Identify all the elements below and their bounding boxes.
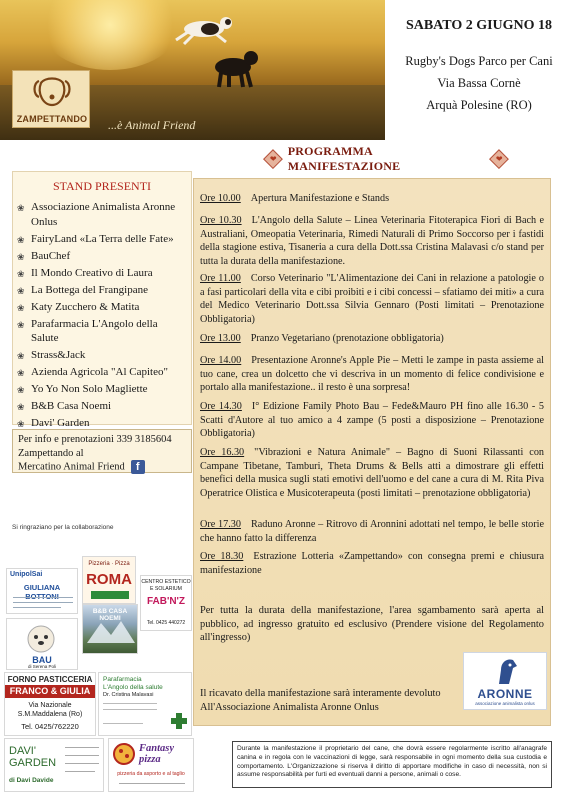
program-entry xyxy=(200,354,544,395)
horse-head-icon xyxy=(491,656,521,686)
sponsor-line: Parafarmacia xyxy=(103,676,142,683)
stand-name: Strass&Jack xyxy=(31,349,86,361)
sponsor-line: FORNO PASTICCERIA xyxy=(7,675,93,684)
entry-time: Ore 10.30 xyxy=(200,215,242,226)
entry-text: I° Edizione Family Photo Bau – Fede&Mauro PH fino alle 16.30 - 5 Scatti d'Autore al tuo amico a 4 zampe (5 posti a disposizione – Prenotazione Obbligatoria) xyxy=(200,401,544,439)
sponsor-address: Via Nazionale xyxy=(28,702,72,709)
stand-name: Parafarmacia L'Angolo della Salute xyxy=(31,317,158,344)
stand-name: Azienda Agricola "Al Capiteo" xyxy=(31,366,168,378)
info-line xyxy=(18,460,186,474)
stand-name: Associazione Animalista Aronne Onlus xyxy=(31,201,176,228)
entry-time: Ore 17.30 xyxy=(200,519,241,530)
sponsor-name: B&B CASA NOEMI xyxy=(92,608,128,622)
program-entry xyxy=(200,192,544,206)
stand-name: Davi' Garden xyxy=(31,417,90,429)
sponsor-subtitle: di Serena Poli xyxy=(27,664,57,669)
paw-diamond-icon: ❤ xyxy=(489,149,509,169)
stand-name: Yo Yo Non Solo Magliette xyxy=(31,383,148,395)
thanks-note: Si ringraziano per la collaborazione xyxy=(12,524,114,531)
sponsor-address: S.M.Maddalena (Ro) xyxy=(17,711,83,718)
paw-bullet-icon: ❀ xyxy=(17,302,25,313)
program-entry xyxy=(200,518,544,545)
program-panel xyxy=(193,178,551,726)
stand-item xyxy=(17,200,187,229)
sponsor-line: CENTRO ESTETICO xyxy=(141,579,191,585)
aronne-name: ARONNE xyxy=(477,687,533,701)
entry-text: Raduno Aronne – Ritrovo di Aronnini adottati nel tempo, le belle storie che hanno fatto la differenza xyxy=(200,519,544,544)
sponsor-davi-garden xyxy=(4,738,104,792)
jumping-dog-icon xyxy=(170,12,240,46)
program-heading xyxy=(266,144,506,173)
sponsor-owner: di Davi Davide xyxy=(9,777,54,784)
stand-item xyxy=(17,283,187,298)
paw-bullet-icon: ❀ xyxy=(17,319,25,330)
sponsor-name: L'Angolo della salute xyxy=(103,684,163,691)
event-date: SABATO 2 GIUGNO 18 xyxy=(405,18,553,33)
entry-text: Apertura Manifestazione e Stands xyxy=(250,193,390,204)
paw-bullet-icon: ❀ xyxy=(17,268,25,279)
dog-icon xyxy=(21,624,61,654)
sponsor-bau xyxy=(6,618,78,670)
entry-time: Ore 14.30 xyxy=(200,401,242,412)
stands-panel xyxy=(12,171,192,429)
sponsor-phone: Tel. 0425 440272 xyxy=(146,620,186,626)
pizza-icon xyxy=(113,743,135,765)
stand-item xyxy=(17,399,187,414)
info-page-name: Mercatino Animal Friend xyxy=(18,461,125,473)
stand-item xyxy=(17,232,187,247)
event-venue xyxy=(392,50,566,116)
paw-bullet-icon: ❀ xyxy=(17,234,25,245)
program-entry xyxy=(200,550,544,577)
program-entry xyxy=(200,272,544,326)
venue-line: Arquà Polesine (RO) xyxy=(426,98,532,112)
sponsor-brand: UnipolSai xyxy=(10,571,43,578)
entry-time: Ore 16.30 xyxy=(200,447,245,458)
entry-text: Corso Veterinario "L'Alimentazione dei Cani in relazione a patologie o a fasi particolari della vita e cibi proibiti e i cibi concessi – sfatiamo dei miti» a cura del Medico Veterinario Dott.ssa Silvia Gennaro (Posti limitati – Prenotazione Obbligatoria) xyxy=(200,273,544,325)
info-line: Zampettando al xyxy=(18,447,84,459)
paw-bullet-icon: ❀ xyxy=(17,251,25,262)
entry-time: Ore 11.00 xyxy=(200,273,241,284)
mountain-icon xyxy=(87,619,135,643)
info-phone: Per info e prenotazioni 339 3185604 xyxy=(18,434,172,445)
stand-name: B&B Casa Noemi xyxy=(31,400,112,412)
sponsor-parafarmacia xyxy=(98,672,192,736)
program-entry xyxy=(200,332,544,346)
tagline: ...è Animal Friend xyxy=(108,118,196,132)
paw-bullet-icon: ❀ xyxy=(17,419,25,429)
sponsor-name: BAU xyxy=(32,655,52,665)
proceeds-note: Il ricavato della manifestazione sarà interamente devoluto All'Associazione Animalista Aronne Onlus xyxy=(200,688,441,713)
program-title: PROGRAMMA MANIFESTAZIONE xyxy=(287,144,401,173)
sunlight xyxy=(40,0,180,70)
sponsor-name: FRANCO & GIULIA xyxy=(5,685,95,698)
entry-text: "Vibrazioni e Natura Animale" – Bagno di Suoni Rilassanti con Campane Tibetane, Tamburi, Theta Drums & Bells atti a dimostrare gli effetti benefici della musica sugli stati emotivi dell'uomo e del cane a cura di M. Rita Piva Operatrice Olistica e Musicoterapeuta (posti limitati – prenotazione obbligatoria) xyxy=(200,447,545,499)
aronne-logo xyxy=(463,652,547,710)
sponsor-name: ROMA xyxy=(86,571,132,588)
stand-name: La Bottega del Frangipane xyxy=(31,283,148,296)
area-note: Per tutta la durata della manifestazione, l'area sgambamento sarà aperta al pubblico, ad ingresso gratuito ed esclusivo (Prendere visione del Regolamento all'ingresso) xyxy=(200,605,544,643)
stand-item xyxy=(17,382,187,397)
entry-text: Pranzo Vegetariano (prenotazione obbligatoria) xyxy=(250,333,444,344)
program-entry xyxy=(200,446,544,500)
sponsor-phone: Tel. 0425/762220 xyxy=(21,722,79,731)
venue-line: Via Bassa Cornè xyxy=(437,76,521,90)
paw-bullet-icon: ❀ xyxy=(17,402,25,412)
stands-title: STAND PRESENTI xyxy=(52,179,152,193)
entry-time: Ore 14.00 xyxy=(200,355,242,366)
sponsor-subtitle: Pizzeria · Pizza xyxy=(88,561,130,567)
info-box xyxy=(12,429,192,473)
entry-text: Presentazione Aronne's Apple Pie – Metti le zampe in pasta assieme al tuo cane, crea un dolcetto che vi descriva in un momento di felice condivisione e portalo alla manifestazione.. il resto è una sorpresa! xyxy=(200,355,544,393)
walking-dog-icon xyxy=(205,45,265,89)
facebook-icon[interactable]: f xyxy=(131,460,145,474)
entry-text: Estrazione Lotteria «Zampettando» con consegna premi e chiusura manifestazione xyxy=(200,551,544,576)
paw-bullet-icon: ❀ xyxy=(17,203,25,213)
entry-text: L'Angolo della Salute – Linea Veterinaria Fitoterapica Fiori di Bach e Australiani, Omeopatia Veterinaria, Rimedi Naturali di Primo Soccorso per i fastidi della stagione estiva, Tisaneria a cura della Dott.ssa Cristina Malavasi c/o stand per tutta la durata della manifestazione. xyxy=(200,215,544,267)
stand-name: Il Mondo Creativo di Laura xyxy=(31,266,153,279)
sponsor-centro-estetico xyxy=(140,575,192,631)
aronne-subtitle: associazione animalista onlus xyxy=(475,701,535,706)
stand-item xyxy=(17,300,187,315)
entry-time: Ore 10.00 xyxy=(200,193,241,204)
stand-name: Katy Zucchero & Matita xyxy=(31,300,140,313)
paw-bullet-icon: ❀ xyxy=(17,351,25,361)
stand-name: BauChef xyxy=(31,249,71,262)
sponsor-casa-noemi xyxy=(82,604,138,654)
sponsor-unipol xyxy=(6,568,78,614)
sponsor-fantasy-pizza xyxy=(108,738,194,792)
paw-bullet-icon: ❀ xyxy=(17,368,25,378)
entry-time: Ore 18.30 xyxy=(200,551,244,562)
dog-head-logo-icon xyxy=(31,75,73,109)
sponsor-name: GIULIANA xyxy=(23,583,61,592)
sponsor-name: Fantasy pizza xyxy=(139,743,175,765)
sponsor-line: Dr. Cristina Malavasi xyxy=(103,692,154,698)
program-entry xyxy=(200,214,544,268)
sponsor-line: E SOLARIUM xyxy=(150,586,182,592)
stand-item xyxy=(17,365,187,380)
entry-time: Ore 13.00 xyxy=(200,333,241,344)
sponsor-subtitle: pizzeria da asporto e al taglio xyxy=(117,771,185,777)
paw-bullet-icon: ❀ xyxy=(17,285,25,296)
stand-name: FairyLand «La Terra delle Fate» xyxy=(31,232,174,245)
paw-diamond-icon: ❤ xyxy=(263,149,283,169)
disclaimer: Durante la manifestazione il proprietario del cane, che dovrà essere regolarmente iscritto all'anagrafe canina e in regola con le vaccinazioni di legge, sarà responsabile in ogni momento della sua custodia e comportamento. L'Organizzazione si riserva il diritto di apportare modifiche in caso di necessità, non si assume responsabilità per furti ed eventuali danni a persone, animali o cose. xyxy=(232,741,552,788)
paw-bullet-icon: ❀ xyxy=(17,385,25,395)
stand-item xyxy=(17,249,187,264)
stand-item xyxy=(17,266,187,281)
sponsor-pizzeria-roma xyxy=(82,556,136,604)
stand-item xyxy=(17,317,187,346)
pharmacy-cross-icon xyxy=(171,713,187,729)
sponsor-name: FAB'N'Z xyxy=(146,596,186,607)
sponsor-forno-pasticceria xyxy=(4,672,96,736)
zampettando-logo xyxy=(12,70,90,128)
brand-name: ZAMPETTANDO xyxy=(16,114,88,124)
event-info xyxy=(392,0,566,116)
stand-item xyxy=(17,348,187,363)
header-photo xyxy=(0,0,385,140)
sponsor-name: DAVI' GARDEN xyxy=(9,745,57,769)
program-entry xyxy=(200,400,544,441)
venue-line: Rugby's Dogs Parco per Cani xyxy=(405,54,553,68)
